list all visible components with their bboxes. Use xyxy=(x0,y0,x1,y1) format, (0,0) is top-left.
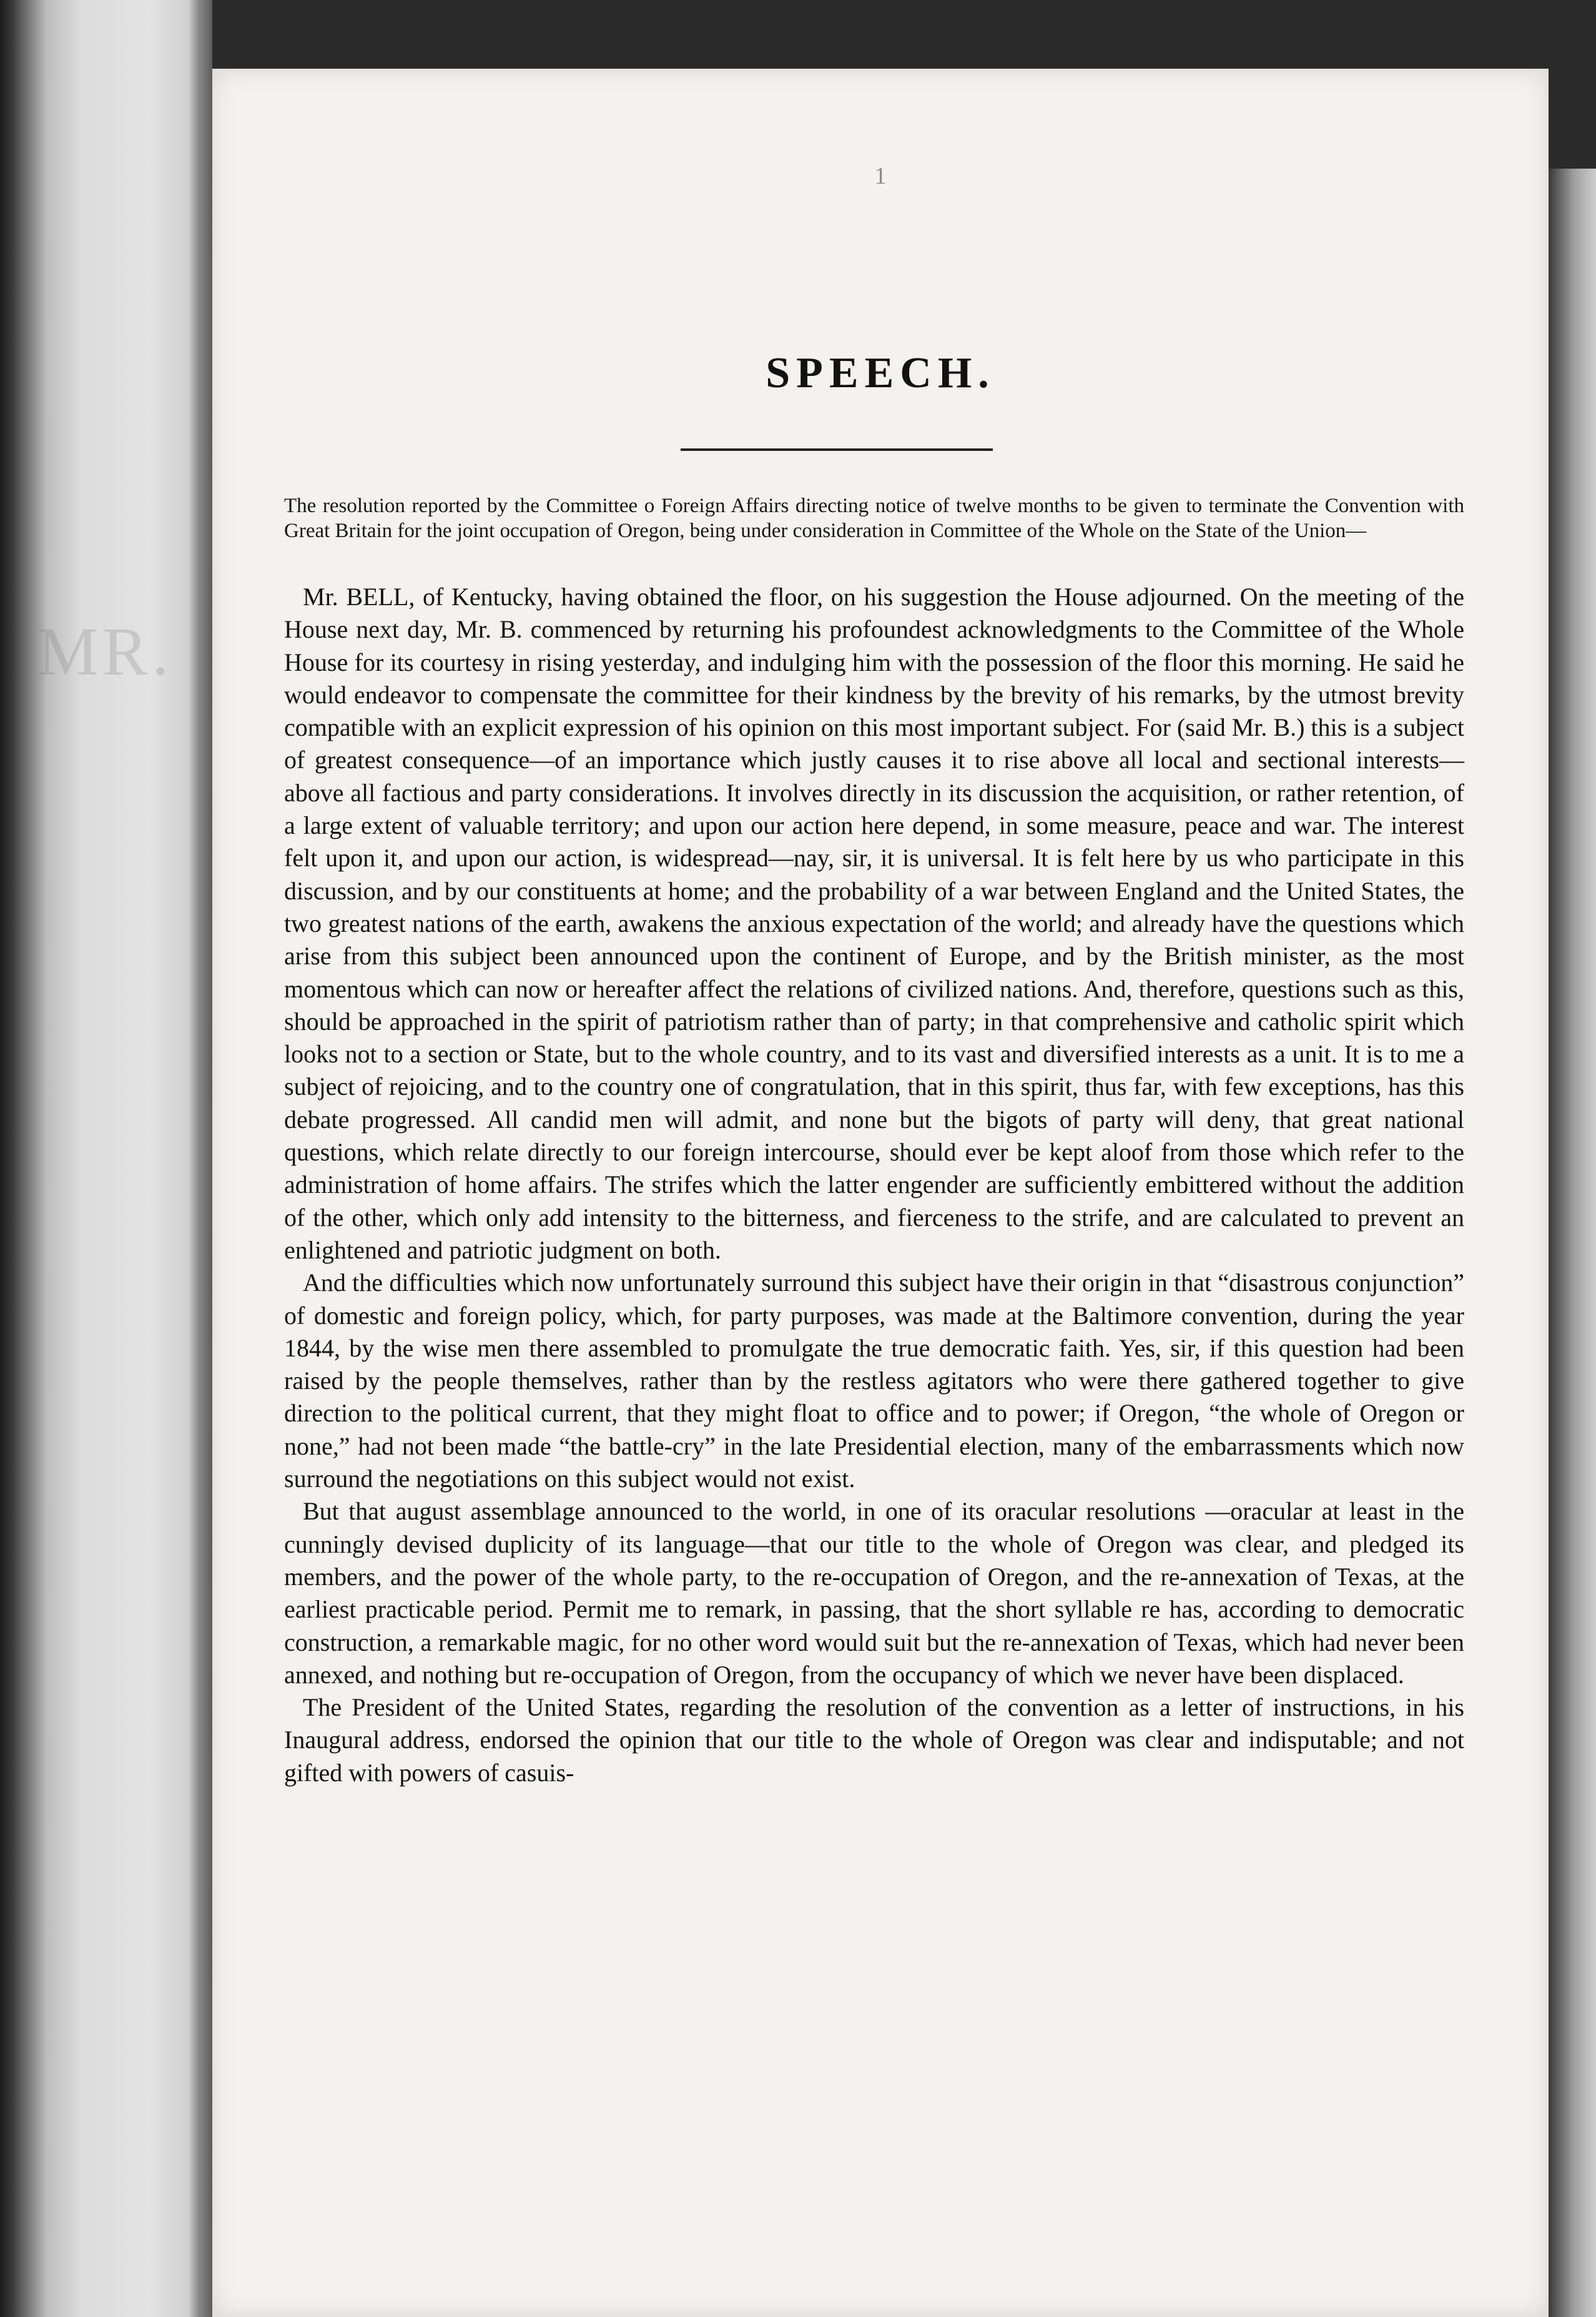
page-number: 1 xyxy=(874,163,887,189)
facing-page-edge xyxy=(0,0,187,2317)
book-gutter xyxy=(187,0,212,2317)
title-rule xyxy=(681,448,993,451)
body-paragraph: And the difficulties which now unfortunately surround this subject have their origin in that “disastrous conjunction” of domestic and foreign policy, which, for party purposes, was made at the Baltimore convention, during the year 1844, by the wise men there assembled to promulgate the true democratic faith. Yes, sir, if this question had been raised by the people themselves, rather than by the restless agitators who were there gathered together to give direction to the political current, that they might float to office and to power; if Oregon, “the whole of Oregon or none,” had not been made “the battle-cry” in the late Presidential election, many of the embarrassments which now surround the negotiations on this subject would not exist. xyxy=(284,1268,1464,1493)
page-title: SPEECH. xyxy=(766,349,995,397)
document-page xyxy=(212,69,1549,2317)
intro-paragraph: The resolution reported by the Committee o Foreign Affairs directing notice of twelve months to be given to terminate the Convention with Great Britain for the joint occupation of Oregon, being under consideration in Committee of the Whole on the State of the Union— xyxy=(284,495,1464,542)
body-paragraph: Mr. BELL, of Kentucky, having obtained the floor, on his suggestion the House adjourned. On the meeting of the House next day, Mr. B. commenced by returning his profoundest acknowledgments to the Committee of the Whole House for its courtesy in rising yesterday, and indulging him with the possession of the floor this morning. He said he would endeavor to compensate the committee for their kindness by the brevity of his remarks, by the utmost brevity compatible with an explicit expression of his opinion on this most important subject. For (said Mr. B.) this is a subject of greatest consequence—of an importance which justly causes it to rise above all local and sectional interests—above all factious and party considerations. It involves directly in its discussion the acquisition, or rather retention, of a large extent of valuable territory; and upon our action here depend, in some measure, peace and war. The interest felt upon it, and upon our action, is widespread—nay, sir, it is universal. It is felt here by us who participate in this discussion, and by our constituents at home; and the probability of a war between England and the United States, the two greatest nations of the earth, awakens the anxious expectation of the world; and already have the questions which arise from this subject been announced upon the continent of Europe, and by the British minister, as the most momentous which can now or hereafter affect the relations of civilized nations. And, therefore, questions such as this, should be approached in the spirit of patriotism rather than of party; in that comprehensive and catholic spirit which looks not to a section or State, but to the whole country, and to its vast and diversified interests as a unit. It is to me a subject of rejoicing, and to the country one of congratulation, that in this spirit, thus far, with few exceptions, has this debate progressed. All candid men will admit, and none but the bigots of party will deny, that great national questions, which relate directly to our foreign intercourse, should ever be kept aloof from those which refer to the administration of home affairs. The strifes which the latter engender are sufficiently embittered without the addition of the other, which only add intensity to the bitterness, and fierceness to the strife, and are calculated to prevent an enlightened and patriotic judgment on both. xyxy=(284,583,1464,1264)
body-paragraph: The President of the United States, regarding the resolution of the convention as a letter of instructions, in his Inaugural address, endorsed the opinion that our title to the whole of Oregon was clear and indisputable; and not gifted with powers of casuis- xyxy=(284,1693,1464,1787)
speech-body xyxy=(284,581,1464,1789)
bleed-through-text: MR. xyxy=(37,613,173,689)
next-page-edge xyxy=(1546,169,1596,2317)
body-paragraph: But that august assemblage announced to the world, in one of its oracular resolutions —oracular at least in the cunningly devised duplicity of its language—that our title to the whole of Oregon was clear, and pledged its members, and the power of the whole party, to the re-occupation of Oregon, and the re-annexation of Texas, at the earliest practicable period. Permit me to remark, in passing, that the short syllable re has, according to democratic construction, a remarkable magic, for no other word would suit but the re-annexation of Texas, which had never been annexed, and nothing but re-occupation of Oregon, from the occupancy of which we never have been displaced. xyxy=(284,1497,1464,1689)
